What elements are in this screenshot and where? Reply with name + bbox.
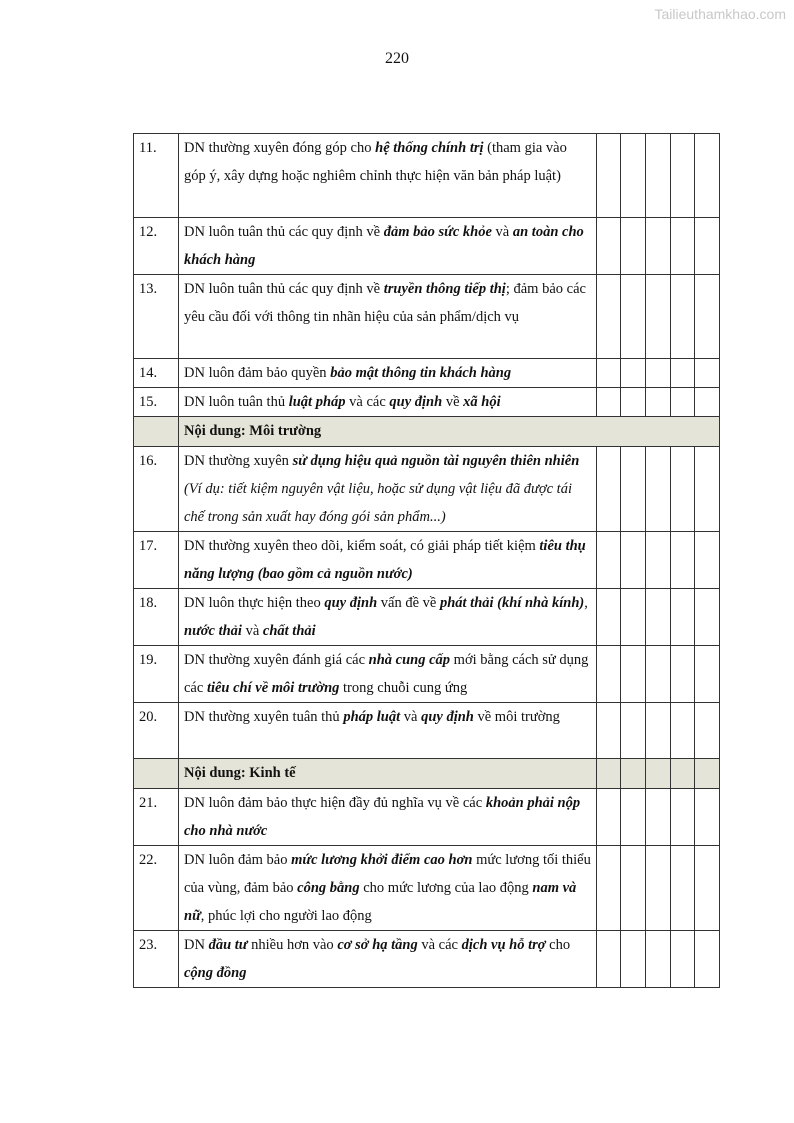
rating-cell[interactable] <box>621 646 646 703</box>
item-statement: DN thường xuyên sử dụng hiệu quả nguồn tài nguyên thiên nhiên (Ví dụ: tiết kiệm nguyên vật liệu, hoặc sử dụng vật liệu đã được tái chế trong sản xuất hay đóng gói sản phẩm...) <box>179 447 597 532</box>
section-number-cell <box>134 417 179 447</box>
section-number-cell <box>134 759 179 789</box>
section-cell <box>646 759 671 789</box>
section-cell <box>621 759 646 789</box>
rating-cell[interactable] <box>646 846 671 931</box>
rating-cell[interactable] <box>621 532 646 589</box>
rating-cell[interactable] <box>646 275 671 359</box>
table-row <box>134 359 720 388</box>
rating-cell[interactable] <box>597 447 621 532</box>
table-row <box>134 275 720 359</box>
rating-cell[interactable] <box>621 589 646 646</box>
rating-cell[interactable] <box>695 134 720 218</box>
item-statement: DN luôn tuân thủ các quy định về truyền thông tiếp thị; đảm bảo các yêu cầu đối với thông tin nhãn hiệu của sản phẩm/dịch vụ <box>179 275 597 359</box>
item-statement: DN luôn tuân thủ luật pháp và các quy định về xã hội <box>179 388 597 417</box>
rating-cell[interactable] <box>646 646 671 703</box>
rating-cell[interactable] <box>671 931 695 988</box>
rating-cell[interactable] <box>695 275 720 359</box>
item-number: 11. <box>134 134 179 218</box>
item-number: 21. <box>134 789 179 846</box>
rating-cell[interactable] <box>695 931 720 988</box>
item-number: 20. <box>134 703 179 759</box>
rating-cell[interactable] <box>621 846 646 931</box>
rating-cell[interactable] <box>671 589 695 646</box>
table-row <box>134 789 720 846</box>
rating-cell[interactable] <box>597 789 621 846</box>
rating-cell[interactable] <box>646 532 671 589</box>
rating-cell[interactable] <box>671 447 695 532</box>
section-title-economy: Nội dung: Kinh tế <box>179 759 597 789</box>
section-header-row <box>134 417 720 447</box>
item-number: 15. <box>134 388 179 417</box>
rating-cell[interactable] <box>621 134 646 218</box>
item-statement: DN đầu tư nhiều hơn vào cơ sở hạ tầng và các dịch vụ hỗ trợ cho cộng đồng <box>179 931 597 988</box>
item-number: 18. <box>134 589 179 646</box>
rating-cell[interactable] <box>671 646 695 703</box>
rating-cell[interactable] <box>597 931 621 988</box>
rating-cell[interactable] <box>646 388 671 417</box>
table-row <box>134 846 720 931</box>
table-row <box>134 931 720 988</box>
item-number: 17. <box>134 532 179 589</box>
rating-cell[interactable] <box>671 846 695 931</box>
item-number: 12. <box>134 218 179 275</box>
rating-cell[interactable] <box>671 388 695 417</box>
table-row <box>134 134 720 218</box>
rating-cell[interactable] <box>597 218 621 275</box>
rating-cell[interactable] <box>597 646 621 703</box>
rating-cell[interactable] <box>671 134 695 218</box>
rating-cell[interactable] <box>597 589 621 646</box>
rating-cell[interactable] <box>621 275 646 359</box>
table-row <box>134 589 720 646</box>
rating-cell[interactable] <box>671 275 695 359</box>
page-number: 220 <box>385 50 409 67</box>
section-title-environment: Nội dung: Môi trường <box>179 417 720 447</box>
section-header-row <box>134 759 720 789</box>
rating-cell[interactable] <box>695 388 720 417</box>
rating-cell[interactable] <box>646 359 671 388</box>
rating-cell[interactable] <box>695 218 720 275</box>
item-statement: DN thường xuyên đánh giá các nhà cung cấp mới bằng cách sử dụng các tiêu chí về môi trường trong chuỗi cung ứng <box>179 646 597 703</box>
item-number: 22. <box>134 846 179 931</box>
item-statement: DN thường xuyên theo dõi, kiểm soát, có giải pháp tiết kiệm tiêu thụ năng lượng (bao gồm cả nguồn nước) <box>179 532 597 589</box>
table-row <box>134 388 720 417</box>
rating-cell[interactable] <box>597 275 621 359</box>
rating-cell[interactable] <box>646 589 671 646</box>
rating-cell[interactable] <box>597 359 621 388</box>
section-cell <box>597 759 621 789</box>
rating-cell[interactable] <box>597 703 621 759</box>
rating-cell[interactable] <box>597 846 621 931</box>
rating-cell[interactable] <box>695 703 720 759</box>
rating-cell[interactable] <box>621 447 646 532</box>
watermark: Tailieuthamkhao.com <box>654 6 786 22</box>
rating-cell[interactable] <box>671 703 695 759</box>
table-row <box>134 218 720 275</box>
rating-cell[interactable] <box>597 134 621 218</box>
rating-cell[interactable] <box>671 789 695 846</box>
rating-cell[interactable] <box>597 388 621 417</box>
item-statement: DN luôn đảm bảo quyền bảo mật thông tin khách hàng <box>179 359 597 388</box>
rating-cell[interactable] <box>621 359 646 388</box>
rating-cell[interactable] <box>646 218 671 275</box>
rating-cell[interactable] <box>621 703 646 759</box>
item-statement: DN thường xuyên tuân thủ pháp luật và quy định về môi trường <box>179 703 597 759</box>
item-number: 13. <box>134 275 179 359</box>
rating-cell[interactable] <box>646 931 671 988</box>
rating-cell[interactable] <box>646 789 671 846</box>
rating-cell[interactable] <box>621 218 646 275</box>
rating-cell[interactable] <box>695 789 720 846</box>
item-statement: DN luôn đảm bảo mức lương khởi điểm cao hơn mức lương tối thiểu của vùng, đảm bảo công bằng cho mức lương của lao động nam và nữ, phúc lợi cho người lao động <box>179 846 597 931</box>
table-row <box>134 532 720 589</box>
item-number: 16. <box>134 447 179 532</box>
table-row <box>134 646 720 703</box>
item-number: 19. <box>134 646 179 703</box>
item-statement: DN thường xuyên đóng góp cho hệ thống chính trị (tham gia vào góp ý, xây dựng hoặc nghiêm chỉnh thực hiện văn bản pháp luật) <box>179 134 597 218</box>
rating-cell[interactable] <box>695 589 720 646</box>
rating-cell[interactable] <box>621 789 646 846</box>
rating-cell[interactable] <box>695 646 720 703</box>
section-cell <box>695 759 720 789</box>
table-row <box>134 447 720 532</box>
rating-cell[interactable] <box>621 388 646 417</box>
rating-cell[interactable] <box>646 134 671 218</box>
rating-cell[interactable] <box>671 218 695 275</box>
rating-cell[interactable] <box>695 532 720 589</box>
section-cell <box>671 759 695 789</box>
rating-cell[interactable] <box>671 532 695 589</box>
item-number: 23. <box>134 931 179 988</box>
rating-cell[interactable] <box>671 359 695 388</box>
rating-cell[interactable] <box>695 447 720 532</box>
item-statement: DN luôn đảm bảo thực hiện đầy đủ nghĩa vụ về các khoản phải nộp cho nhà nước <box>179 789 597 846</box>
rating-cell[interactable] <box>597 532 621 589</box>
rating-cell[interactable] <box>646 703 671 759</box>
rating-cell[interactable] <box>621 931 646 988</box>
item-statement: DN luôn thực hiện theo quy định vấn đề về phát thải (khí nhà kính), nước thải và chất thải <box>179 589 597 646</box>
rating-cell[interactable] <box>646 447 671 532</box>
survey-table <box>133 133 720 988</box>
table-row <box>134 703 720 759</box>
rating-cell[interactable] <box>695 846 720 931</box>
item-statement: DN luôn tuân thủ các quy định về đảm bảo sức khỏe và an toàn cho khách hàng <box>179 218 597 275</box>
rating-cell[interactable] <box>695 359 720 388</box>
item-number: 14. <box>134 359 179 388</box>
